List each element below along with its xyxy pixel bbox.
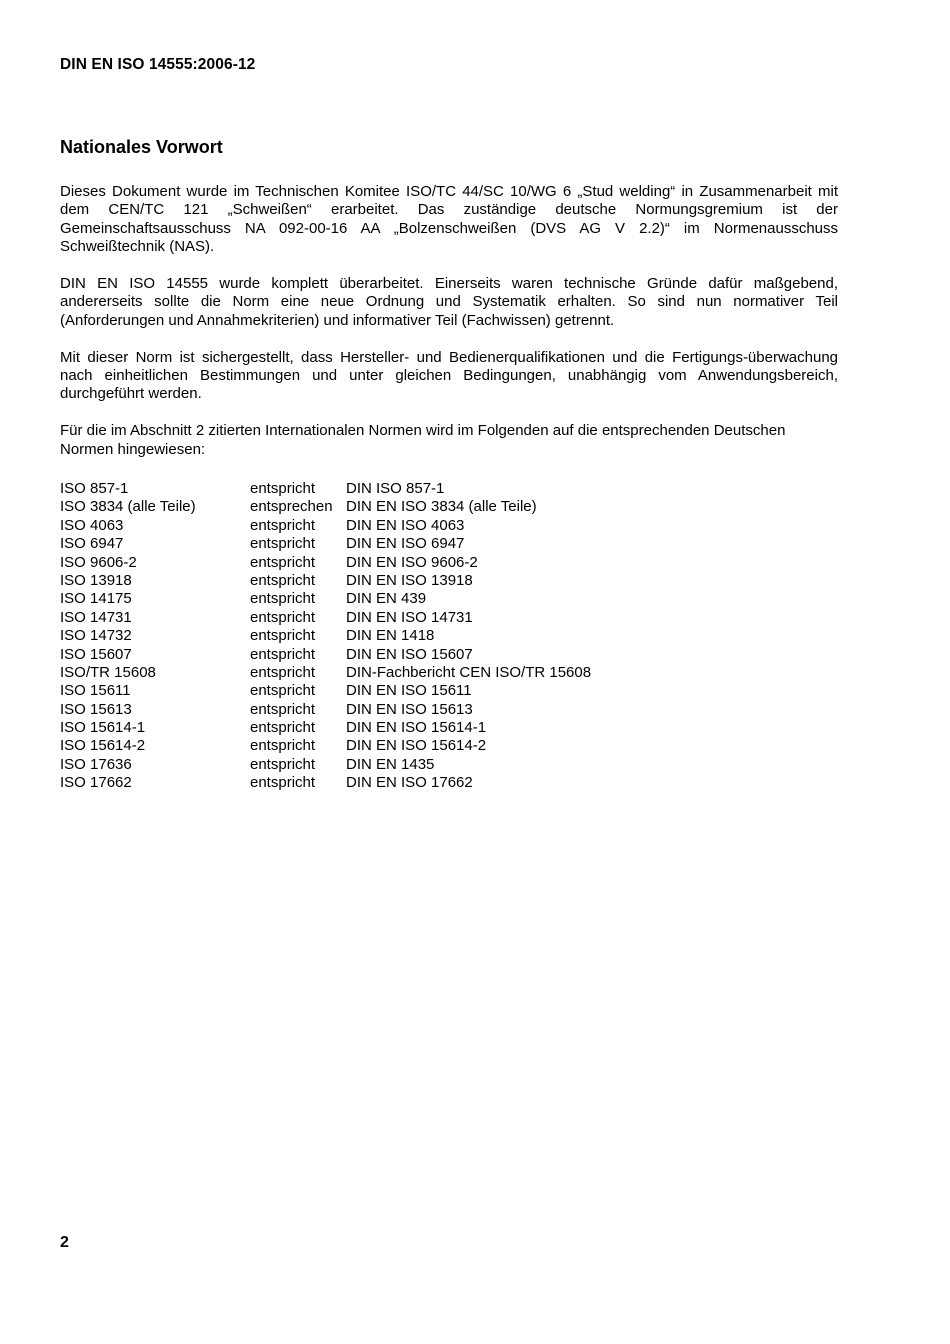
table-row: [60, 480, 591, 498]
table-row: [60, 719, 591, 737]
table-row: [60, 664, 591, 682]
iso-standard-cell: ISO 15611: [60, 682, 131, 700]
table-row: [60, 554, 591, 572]
section-title: Nationales Vorwort: [60, 137, 223, 157]
relation-cell: entspricht: [250, 755, 316, 773]
din-standard-cell: DIN EN ISO 14731: [346, 608, 473, 626]
relation-cell: entspricht: [250, 737, 316, 755]
iso-standard-cell: ISO 3834 (alle Teile): [60, 498, 196, 516]
iso-standard-cell: ISO 4063: [60, 516, 124, 534]
din-standard-cell: DIN EN 439: [346, 590, 427, 608]
relation-cell: entspricht: [250, 553, 316, 571]
iso-standard-cell: ISO 9606-2: [60, 553, 137, 571]
iso-standard-cell: ISO 17636: [60, 755, 132, 773]
din-standard-cell: DIN EN ISO 15614-1: [346, 719, 487, 737]
iso-standard-cell: ISO 14175: [60, 590, 132, 608]
document-id-header: DIN EN ISO 14555:2006-12: [60, 56, 256, 73]
din-standard-cell: DIN EN ISO 15613: [346, 700, 473, 718]
din-standard-cell: DIN EN ISO 13918: [346, 571, 473, 589]
table-row: [60, 627, 591, 645]
relation-cell: entspricht: [250, 516, 316, 534]
table-row: [60, 572, 591, 590]
relation-cell: entspricht: [250, 590, 316, 608]
foreword-body: [60, 183, 838, 477]
paragraph-qualification: Mit dieser Norm ist sichergestellt, dass Hersteller- und Bedienerqualifikationen und die Fertigungs-überwachung nach einheitlichen Bestimmungen und unter gleichen Bedingungen, unabhängig vom Anwendungsbereich, durchgeführt werden.: [60, 348, 838, 403]
relation-cell: entspricht: [250, 571, 316, 589]
paragraph-references-intro: Für die im Abschnitt 2 zitierten Internationalen Normen wird im Folgenden auf die entsprechenden Deutschen Normen hingewiesen:: [60, 422, 786, 458]
relation-cell: entspricht: [250, 535, 316, 553]
relation-cell: entspricht: [250, 663, 316, 681]
iso-standard-cell: ISO 15613: [60, 700, 132, 718]
relation-cell: entspricht: [250, 608, 316, 626]
iso-standard-cell: ISO 15607: [60, 645, 132, 663]
din-standard-cell: DIN EN ISO 9606-2: [346, 553, 478, 571]
table-row: [60, 756, 591, 774]
din-standard-cell: DIN EN ISO 4063: [346, 516, 465, 534]
din-standard-cell: DIN EN ISO 6947: [346, 535, 465, 553]
table-row: [60, 535, 591, 553]
table-row: [60, 646, 591, 664]
table-row: [60, 737, 591, 755]
iso-standard-cell: ISO 15614-2: [60, 737, 146, 755]
iso-standard-cell: ISO/TR 15608: [60, 663, 156, 681]
iso-standard-cell: ISO 14732: [60, 627, 132, 645]
table-row: [60, 498, 591, 516]
relation-cell: entspricht: [250, 627, 316, 645]
iso-standard-cell: ISO 13918: [60, 571, 132, 589]
relation-cell: entspricht: [250, 719, 316, 737]
relation-cell: entspricht: [250, 774, 316, 792]
din-standard-cell: DIN ISO 857-1: [346, 480, 445, 497]
table-row: [60, 701, 591, 719]
iso-standard-cell: ISO 14731: [60, 608, 132, 626]
relation-cell: entsprechen: [250, 498, 333, 516]
relation-cell: entspricht: [250, 682, 316, 700]
iso-standard-cell: ISO 857-1: [60, 480, 129, 497]
din-standard-cell: DIN EN ISO 3834 (alle Teile): [346, 498, 537, 516]
standards-correspondence-table: [60, 480, 591, 793]
table-row: [60, 517, 591, 535]
din-standard-cell: DIN EN 1435: [346, 755, 435, 773]
din-standard-cell: DIN EN ISO 15607: [346, 645, 473, 663]
table-row: [60, 590, 591, 608]
din-standard-cell: DIN EN 1418: [346, 627, 435, 645]
relation-cell: entspricht: [250, 480, 316, 497]
iso-standard-cell: ISO 6947: [60, 535, 124, 553]
din-standard-cell: DIN EN ISO 15611: [346, 682, 472, 700]
paragraph-committee: Dieses Dokument wurde im Technischen Komitee ISO/TC 44/SC 10/WG 6 „Stud welding“ in Zusammenarbeit mit dem CEN/TC 121 „Schweißen“ erarbeitet. Das zuständige deutsche Normungsgremium ist der Gemeinschaftsausschuss NA 092-00-16 AA „Bolzenschweißen (DVS AG V 2.2)“ im Normenausschuss Schweißtechnik (NAS).: [60, 183, 838, 256]
page-number: 2: [60, 1234, 69, 1251]
table-row: [60, 774, 591, 792]
paragraph-revision: DIN EN ISO 14555 wurde komplett überarbeitet. Einerseits waren technische Gründe dafür maßgebend, andererseits sollte die Norm eine neue Ordnung und Systematik erhalten. So sind nun normativer Teil (Anforderungen und Annahmekriterien) und informativer Teil (Fachwissen) getrennt.: [60, 275, 838, 329]
iso-standard-cell: ISO 17662: [60, 774, 132, 792]
iso-standard-cell: ISO 15614-1: [60, 719, 146, 737]
table-row: [60, 682, 591, 700]
din-standard-cell: DIN-Fachbericht CEN ISO/TR 15608: [346, 663, 592, 681]
din-standard-cell: DIN EN ISO 15614-2: [346, 737, 487, 755]
table-row: [60, 609, 591, 627]
relation-cell: entspricht: [250, 645, 316, 663]
din-standard-cell: DIN EN ISO 17662: [346, 774, 473, 792]
relation-cell: entspricht: [250, 700, 316, 718]
